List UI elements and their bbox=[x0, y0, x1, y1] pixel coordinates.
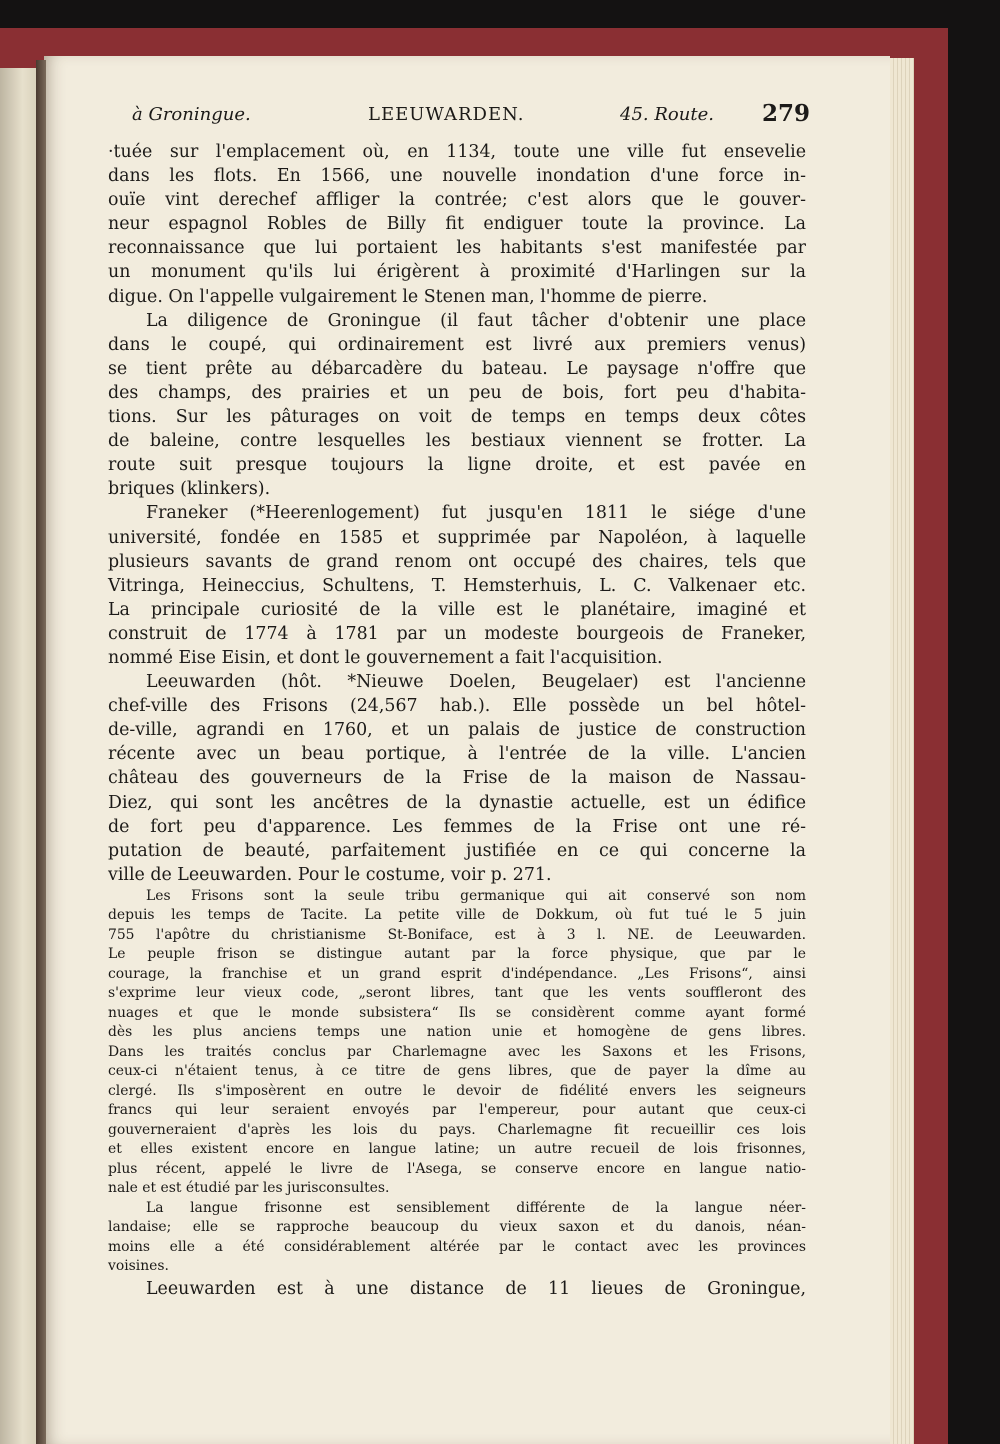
text-line: un monument qu'ils lui érigèrent à proximité d'Harlingen sur la bbox=[108, 262, 806, 283]
note-line: ceux-ci n'étaient tenus, à ce titre de gens libres, que de payer la dîme au bbox=[108, 1063, 806, 1080]
text-line: reconnaissance que lui portaient les habitants s'est manifestée par bbox=[108, 238, 806, 259]
header-route: 45. Route. bbox=[620, 104, 714, 125]
text-line: tions. Sur les pâturages on voit de temps en temps deux côtes bbox=[108, 407, 806, 428]
text-line: chef-ville des Frisons (24,567 hab.). Elle possède un bel hôtel- bbox=[108, 696, 806, 717]
page-body bbox=[108, 140, 806, 1301]
running-header bbox=[132, 100, 811, 132]
text-line: route suit presque toujours la ligne droite, et est pavée en bbox=[108, 455, 806, 476]
note-line: 755 l'apôtre du christianisme St-Boniface, est à 3 l. NE. de Leeuwarden. bbox=[108, 926, 806, 943]
text-line: dans les flots. En 1566, une nouvelle inondation d'une force in- bbox=[108, 166, 806, 187]
note-line: Dans les traités conclus par Charlemagne avec les Saxons et les Frisons, bbox=[108, 1043, 806, 1060]
spine-gutter bbox=[36, 60, 46, 1444]
text-line: de baleine, contre lesquelles les bestiaux viennent se frotter. La bbox=[108, 431, 806, 452]
small-print-note bbox=[108, 887, 806, 1277]
text-line: ouïe vint derechef affliger la contrée; c'est alors que le gouver- bbox=[108, 190, 806, 211]
text-line: putation de beauté, parfaitement justifiée en ce qui concerne la bbox=[108, 840, 806, 861]
note-line: landaise; elle se rapproche beaucoup du vieux saxon et du danois, néan- bbox=[108, 1219, 806, 1236]
text-line: Franeker (*Heerenlogement) fut jusqu'en 1811 le siége d'une bbox=[146, 503, 806, 524]
text-line: récente avec un beau portique, à l'entrée de la ville. L'ancien bbox=[108, 744, 806, 765]
final-text-line: Leeuwarden est à une distance de 11 lieues de Groningue, bbox=[146, 1278, 806, 1299]
text-line: université, fondée en 1585 et supprimée par Napoléon, à laquelle bbox=[108, 527, 806, 548]
text-line: Diez, qui sont les ancêtres de la dynastie actuelle, est un édifice bbox=[108, 792, 806, 813]
text-line: des champs, des prairies et un peu de bois, fort peu d'habita- bbox=[108, 382, 806, 403]
text-line: construit de 1774 à 1781 par un modeste bourgeois de Franeker, bbox=[108, 623, 806, 644]
text-line: digue. On l'appelle vulgairement le Stenen man, l'homme de pierre. bbox=[108, 286, 708, 307]
main-text bbox=[108, 140, 806, 887]
note-line: courage, la franchise et un grand esprit d'indépendance. „Les Frisons“, ainsi bbox=[108, 965, 806, 982]
note-line: voisines. bbox=[108, 1258, 169, 1275]
note-line: Le peuple frison se distingue autant par la force physique, que par le bbox=[108, 946, 806, 963]
note-line: s'exprime leur vieux code, „seront libres, tant que les vents souffleront des bbox=[108, 985, 806, 1002]
note-line: francs qui leur seraient envoyés par l'empereur, pour autant que ceux-ci bbox=[108, 1102, 806, 1119]
text-line: La diligence de Groningue (il faut tâcher d'obtenir une place bbox=[146, 310, 806, 331]
note-line: et elles existent encore en langue latine; un autre recueil de lois frisonnes, bbox=[108, 1141, 806, 1158]
text-line: château des gouverneurs de la Frise de la maison de Nassau- bbox=[108, 768, 806, 789]
text-line: dans le coupé, qui ordinairement est livré aux premiers venus) bbox=[108, 334, 806, 355]
note-line: Les Frisons sont la seule tribu germanique qui ait conservé son nom bbox=[146, 887, 806, 904]
text-line: Vitringa, Heineccius, Schultens, T. Hemsterhuis, L. C. Valkenaer etc. bbox=[108, 575, 806, 596]
note-line: La langue frisonne est sensiblement différente de la langue néer- bbox=[146, 1199, 806, 1216]
header-title: LEEUWARDEN. bbox=[368, 104, 525, 125]
text-line: Leeuwarden (hôt. *Nieuwe Doelen, Beugelaer) est l'ancienne bbox=[146, 672, 806, 693]
text-line: neur espagnol Robles de Billy fit endiguer toute la province. La bbox=[108, 214, 806, 235]
text-line: La principale curiosité de la ville est le planétaire, imaginé et bbox=[108, 599, 806, 620]
text-line: ·tuée sur l'emplacement où, en 1134, toute une ville fut ensevelie bbox=[108, 142, 806, 162]
header-left: à Groningue. bbox=[132, 104, 251, 125]
note-line: moins elle a été considérablement altérée par le contact avec les provinces bbox=[108, 1238, 806, 1255]
note-line: depuis les temps de Tacite. La petite ville de Dokkum, où fut tué le 5 juin bbox=[108, 907, 806, 924]
text-line: ville de Leeuwarden. Pour le costume, voir p. 271. bbox=[108, 864, 552, 885]
note-line: nale et est étudié par les jurisconsultes. bbox=[108, 1180, 390, 1197]
text-line: plusieurs savants de grand renom ont occupé des chaires, tels que bbox=[108, 551, 806, 572]
text-line: briques (klinkers). bbox=[108, 479, 271, 500]
page-number: 279 bbox=[762, 100, 811, 127]
note-line: clergé. Ils s'imposèrent en outre le devoir de fidélité envers les seigneurs bbox=[108, 1082, 806, 1099]
text-line: nommé Eise Eisin, et dont le gouvernement a fait l'acquisition. bbox=[108, 647, 663, 668]
previous-page-edge bbox=[0, 68, 38, 1444]
note-line: gouverneraient d'après les lois du pays. Charlemagne fit recueillir ces lois bbox=[108, 1121, 806, 1138]
note-line: dès les plus anciens temps une nation unie et homogène de gens libres. bbox=[108, 1024, 806, 1041]
text-line: se tient prête au débarcadère du bateau. Le paysage n'offre que bbox=[108, 358, 806, 379]
note-line: plus récent, appelé le livre de l'Asega, se conserve encore en langue natio- bbox=[108, 1160, 806, 1177]
text-line: de-ville, agrandi en 1760, et un palais de justice de construction bbox=[108, 720, 806, 741]
note-line: nuages et que le monde subsistera“ Ils se considèrent comme ayant formé bbox=[108, 1004, 806, 1021]
text-line: de fort peu d'apparence. Les femmes de la Frise ont une ré- bbox=[108, 816, 806, 837]
